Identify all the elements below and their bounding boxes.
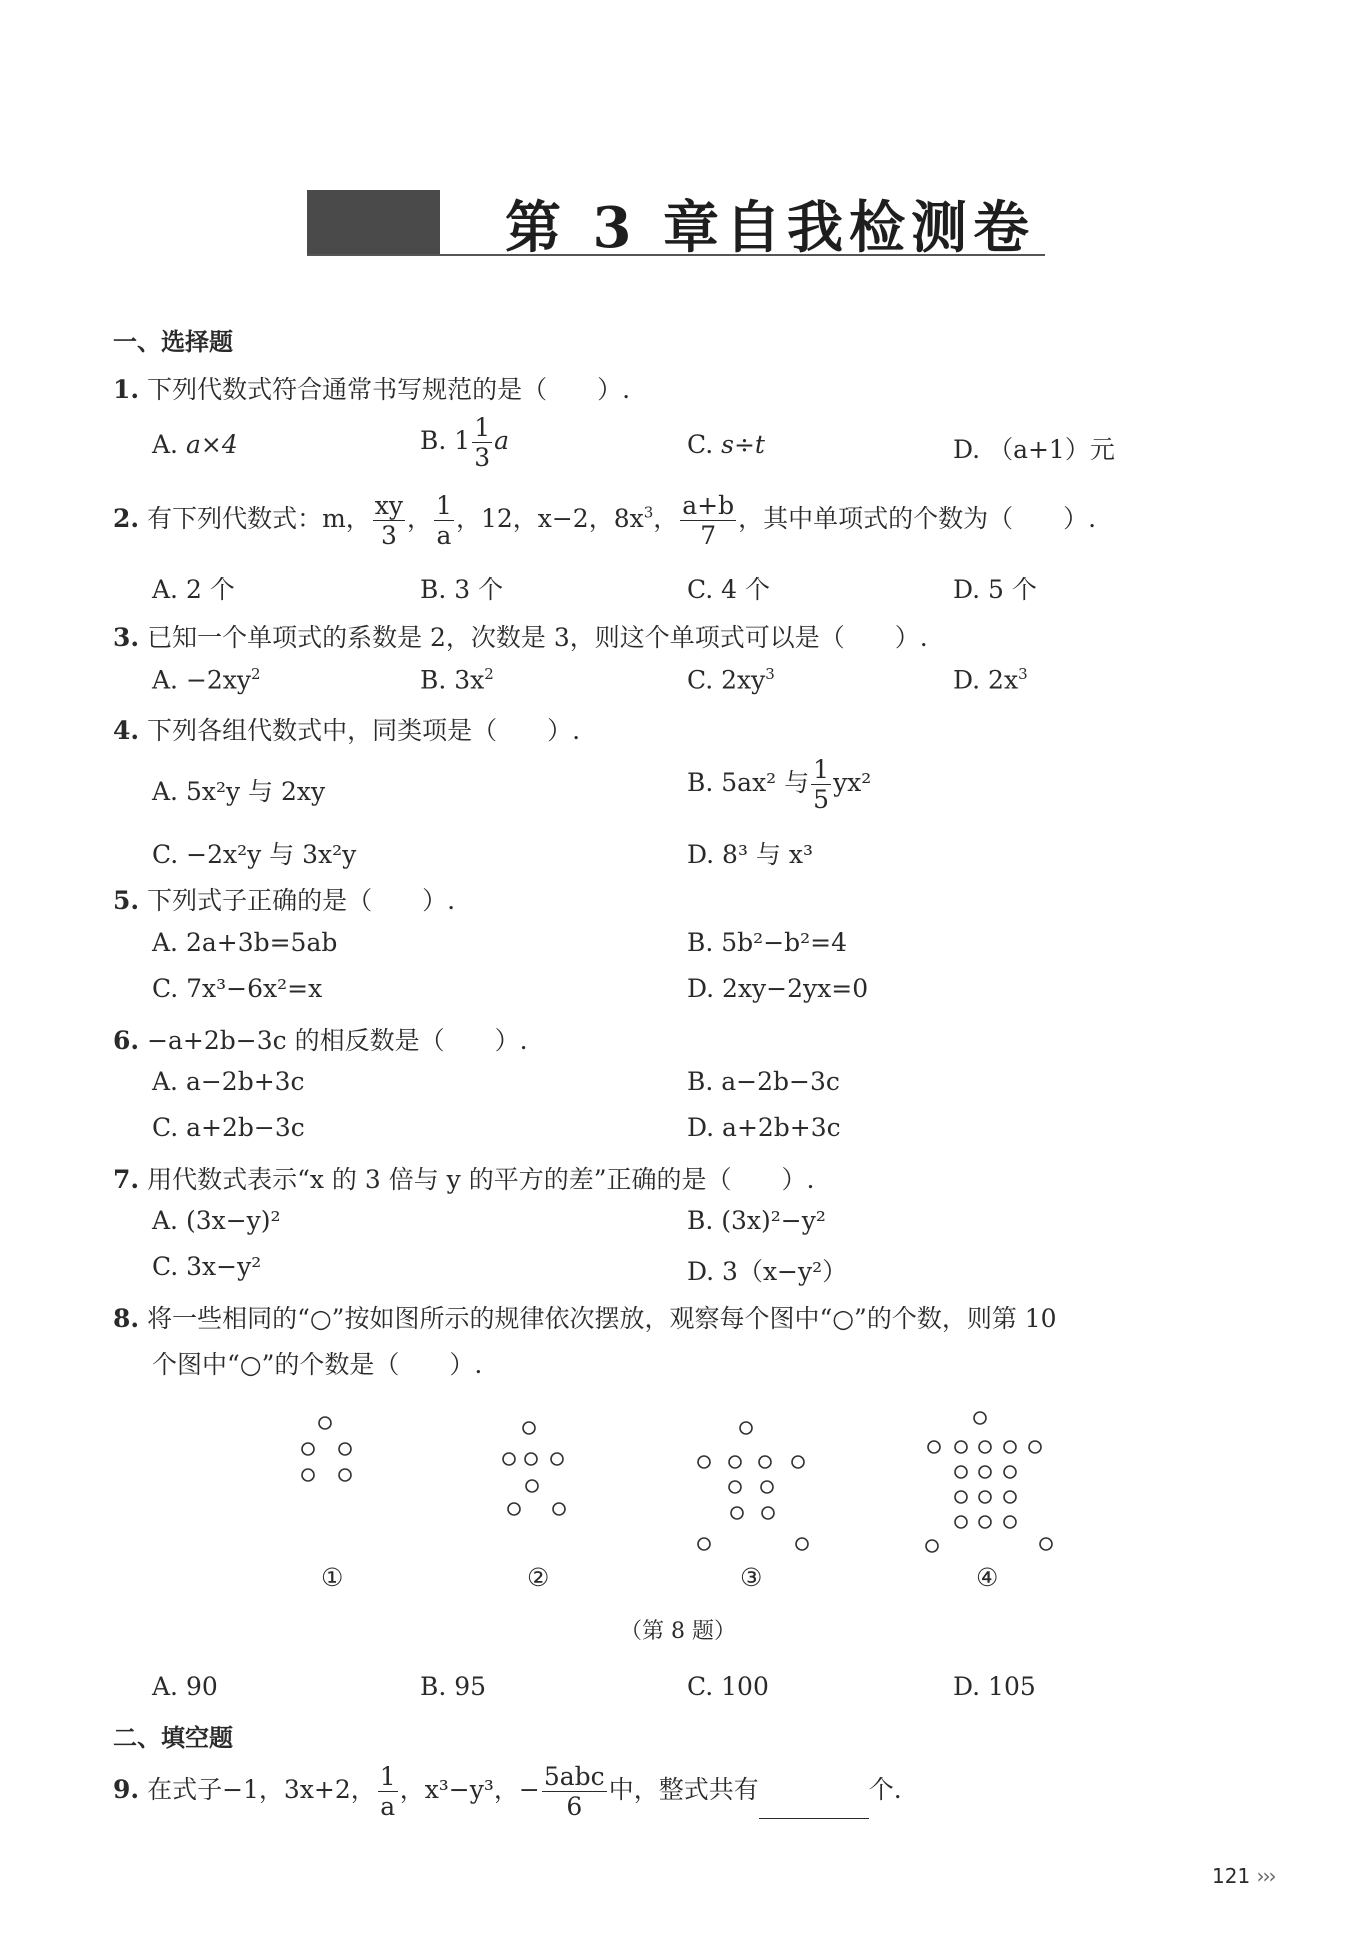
q1-option-c — [687, 430, 765, 459]
stem-part: 有下列代数式：m， — [147, 504, 371, 533]
page-number-value: 121 — [1212, 1864, 1251, 1888]
question-6 — [113, 1021, 528, 1057]
stem-part: 在式子−1，3x+2， — [147, 1775, 376, 1804]
numerator: xy — [374, 491, 404, 520]
exponent: 3 — [643, 503, 654, 522]
q6-option-c: C. a+2b−3c — [152, 1113, 305, 1142]
pattern-3 — [698, 1422, 808, 1550]
pattern-1 — [302, 1417, 351, 1481]
figure-label-3: ③ — [740, 1563, 763, 1592]
q8-option-c: C. 100 — [687, 1672, 769, 1701]
fraction — [680, 493, 736, 548]
question-number: 1. — [113, 375, 140, 404]
option-text: C. 2xy — [687, 665, 766, 695]
option-text: D. 2x — [953, 665, 1019, 695]
title-decor-block — [307, 190, 440, 256]
q5-option-b: B. 5b²−b²=4 — [687, 928, 848, 957]
question-1 — [113, 370, 630, 406]
stem-part: ，12，x−2，8x — [455, 504, 644, 533]
question-number: 2. — [113, 504, 140, 533]
question-stem: 已知一个单项式的系数是 2，次数是 3，则这个单项式可以是（ ）. — [147, 623, 928, 652]
pattern-4 — [926, 1412, 1052, 1552]
question-stem: −a+2b−3c 的相反数是（ ）. — [147, 1026, 528, 1055]
q3-option-d — [953, 665, 1028, 694]
stem-part: 个. — [868, 1775, 902, 1804]
q5-option-d: D. 2xy−2yx=0 — [687, 974, 869, 1003]
q3-option-c — [687, 665, 775, 694]
numerator: 1 — [813, 755, 830, 784]
option-text: B. 5ax² 与 — [687, 768, 810, 797]
stem-part: ，其中单项式的个数为（ ）. — [738, 504, 1097, 533]
option-letter: B. — [420, 426, 447, 455]
q6-option-d: D. a+2b+3c — [687, 1113, 841, 1142]
exponent: 3 — [765, 665, 775, 683]
question-4 — [113, 711, 580, 747]
fraction — [434, 493, 454, 548]
denominator: 3 — [380, 521, 397, 550]
question-stem: 下列各组代数式中，同类项是（ ）. — [147, 716, 581, 745]
question-3 — [113, 618, 928, 654]
question-stem: 下列式子正确的是（ ）. — [147, 886, 456, 915]
q4-option-c: C. −2x²y 与 3x²y — [152, 840, 357, 869]
fraction — [811, 757, 831, 812]
exponent: 2 — [251, 665, 261, 683]
q1-option-b — [420, 415, 509, 470]
fraction — [542, 1764, 607, 1819]
q7-option-c: C. 3x−y² — [152, 1252, 262, 1281]
q5-option-a: A. 2a+3b=5ab — [152, 928, 338, 957]
q7-option-d: D. 3（x−y²） — [687, 1257, 848, 1286]
question-stem: 下列代数式符合通常书写规范的是（ ）. — [147, 375, 631, 404]
fraction — [472, 415, 492, 470]
denominator: 6 — [566, 1792, 583, 1821]
q8-option-b: B. 95 — [420, 1672, 487, 1701]
option-text: a×4 — [185, 430, 238, 459]
exponent: 2 — [484, 665, 494, 683]
q2-option-a: A. 2 个 — [152, 575, 235, 604]
denominator: 3 — [474, 443, 491, 472]
option-text: B. 3x — [420, 665, 485, 695]
circle-pattern-figure — [0, 1390, 1350, 1600]
option-letter: A. — [152, 430, 179, 459]
q3-option-b — [420, 665, 494, 694]
q2-option-d: D. 5 个 — [953, 575, 1037, 604]
q4-option-a: A. 5x²y 与 2xy — [152, 777, 326, 806]
question-9 — [113, 1764, 902, 1819]
chevrons-icon: ››› — [1256, 1864, 1275, 1888]
section-heading-fill: 二、填空题 — [113, 1724, 233, 1752]
q1-option-d — [953, 430, 1115, 466]
q2-option-c: C. 4 个 — [687, 575, 770, 604]
option-text: s÷t — [721, 430, 765, 459]
numerator: a+b — [682, 491, 735, 520]
numerator: 5abc — [543, 1762, 605, 1791]
mixed-number-whole: 1 — [454, 426, 471, 455]
numerator: 1 — [474, 413, 491, 442]
option-text: （a+1）元 — [988, 435, 1115, 464]
figure-caption: （第 8 题） — [620, 1619, 736, 1644]
question-number: 3. — [113, 623, 140, 652]
question-stem: 用代数式表示“x 的 3 倍与 y 的平方的差”正确的是（ ）. — [147, 1165, 815, 1194]
question-2: 2. 有下列代数式：m， $\frac{xy}{3}$ ， $\frac{1}{a}$ ，12，x−2，$8x^3$， $\frac{a+b}{7}$ ，其中单项式的个数为（ ）. — [113, 491, 1097, 550]
q7-option-b: B. (3x)²−y² — [687, 1206, 826, 1235]
fraction — [373, 493, 405, 548]
stem-part: 中，整式共有 — [608, 1775, 759, 1804]
q8-option-a: A. 90 — [152, 1672, 218, 1701]
section-heading-choice: 一、选择题 — [113, 328, 233, 356]
question-number: 5. — [113, 886, 140, 915]
option-text: A. −2xy — [152, 665, 252, 695]
exponent: 3 — [1018, 665, 1028, 683]
q7-option-a: A. (3x−y)² — [152, 1206, 281, 1235]
question-8-line-2: 个图中“○”的个数是（ ）. — [152, 1350, 483, 1379]
q2-option-b: B. 3 个 — [420, 575, 504, 604]
question-number: 8. — [113, 1304, 140, 1333]
q4-option-d: D. 8³ 与 x³ — [687, 840, 813, 869]
fraction — [378, 1764, 398, 1819]
q3-option-a — [152, 665, 261, 694]
question-number: 4. — [113, 716, 140, 745]
question-7 — [113, 1160, 814, 1196]
q1-option-a — [152, 430, 238, 459]
q6-option-b: B. a−2b−3c — [687, 1067, 840, 1096]
option-letter: C. — [687, 430, 714, 459]
question-stem: 将一些相同的“○”按如图所示的规律依次摆放，观察每个图中“○”的个数，则第 10 — [147, 1304, 1057, 1333]
q4-option-b — [687, 757, 871, 812]
denominator: a — [380, 1792, 396, 1821]
pattern-2 — [503, 1422, 565, 1515]
question-number: 7. — [113, 1165, 140, 1194]
chapter-title: 第 3 章自我检测卷 — [505, 195, 1035, 261]
variable: a — [494, 426, 509, 455]
denominator: 5 — [813, 785, 830, 814]
stem-part: ，x³−y³，− — [399, 1775, 540, 1804]
q6-option-a: A. a−2b+3c — [152, 1067, 305, 1096]
q8-option-d: D. 105 — [953, 1672, 1036, 1701]
option-letter: D. — [953, 435, 981, 464]
figure-label-1: ① — [321, 1563, 344, 1592]
denominator: 7 — [700, 521, 717, 550]
option-text: yx² — [833, 768, 872, 797]
question-number: 6. — [113, 1026, 140, 1055]
answer-blank[interactable] — [759, 1798, 869, 1819]
numerator: 1 — [436, 491, 452, 520]
denominator: a — [436, 521, 452, 550]
question-number: 9. — [113, 1775, 140, 1804]
question-8 — [113, 1299, 1057, 1335]
figure-label-4: ④ — [976, 1563, 999, 1592]
q5-option-c: C. 7x³−6x²=x — [152, 974, 323, 1003]
page-number — [1212, 1864, 1275, 1888]
question-5 — [113, 881, 455, 917]
figure-label-2: ② — [527, 1563, 550, 1592]
numerator: 1 — [379, 1762, 396, 1791]
